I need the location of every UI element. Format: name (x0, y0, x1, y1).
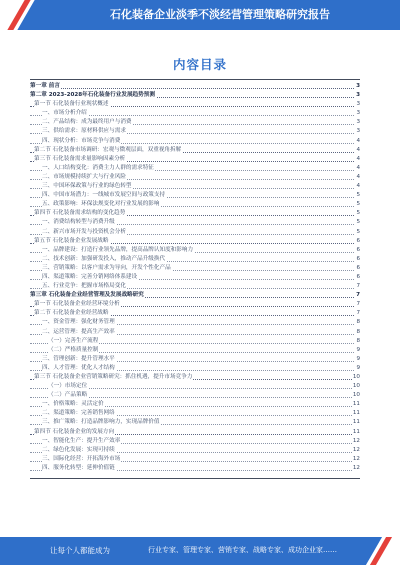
toc-entry-label: 一、价格策略：灵活定价 (42, 401, 104, 408)
report-title: 石化装备企业淡季不淡经营管理策略研究报告 (110, 8, 330, 21)
toc-entry-page: 12 (352, 464, 360, 471)
toc-entry-page: 4 (356, 183, 360, 190)
toc-entry-label: 第二节 石化装备企业经营战略 (34, 310, 109, 317)
toc-entry-label: 三、国际化经营：开拓海外市场 (42, 455, 121, 462)
toc-entry[interactable] (30, 464, 360, 473)
toc-entry-page: 5 (356, 201, 360, 208)
toc-entry-page: 9 (356, 355, 360, 362)
toc-entry-label: 一、市场分析介绍 (42, 110, 87, 117)
toc-entry[interactable] (30, 100, 360, 109)
toc-entry-label: （二）严格质量控制 (48, 346, 99, 353)
toc-entry-label: 五、行业竞争：把握市场格局变化 (42, 283, 126, 290)
toc-entry-page: 7 (356, 310, 360, 317)
toc-entry-label: 三、中国环保政策与行业的绿色转型 (42, 183, 132, 190)
toc-entry-page: 4 (356, 155, 360, 162)
toc-entry[interactable] (30, 337, 360, 346)
toc-entry[interactable] (30, 137, 360, 146)
toc-entry[interactable] (30, 200, 360, 209)
toc-entry-page: 7 (356, 292, 360, 299)
toc-entry[interactable] (30, 255, 360, 264)
toc-entry-page: 7 (356, 283, 360, 290)
toc-entry-label: 第二节 石化装备市场调研：宏观与微观层面，双重视角拆解 (34, 146, 182, 153)
toc-entry[interactable] (30, 82, 360, 91)
toc-entry-label: 一、消费结构转型与消费升级 (42, 219, 115, 226)
toc-entry[interactable] (30, 437, 360, 446)
toc-entry-page: 3 (356, 101, 360, 108)
table-of-contents (30, 82, 360, 473)
toc-entry-page: 4 (356, 137, 360, 144)
toc-entry[interactable] (30, 318, 360, 327)
toc-entry-page: 6 (356, 237, 360, 244)
toc-entry-label: 一、智能化生产：提升生产效率 (42, 437, 121, 444)
toc-entry[interactable] (30, 155, 360, 164)
toc-entry[interactable] (30, 164, 360, 173)
toc-entry-page: 3 (356, 119, 360, 126)
toc-entry[interactable] (30, 346, 360, 355)
toc-entry-page: 3 (356, 92, 360, 99)
toc-entry[interactable] (30, 400, 360, 409)
toc-entry[interactable] (30, 218, 360, 227)
toc-entry-page: 8 (356, 337, 360, 344)
toc-entry-label: 一、品牌建设：打造行业领先品牌，提高品牌认知度和影响力 (42, 246, 194, 253)
toc-entry-page: 4 (356, 173, 360, 180)
toc-entry-label: 第四节 石化装备需求结构的变化趋势 (34, 210, 126, 217)
footer-band (0, 537, 400, 565)
toc-entry-label: （一）完善生产流程 (48, 337, 99, 344)
footer-slogan: 让每个人都能成为 (50, 546, 110, 555)
toc-entry[interactable] (30, 173, 360, 182)
toc-entry-label: 四、服务化转型：延伸价值链 (42, 464, 115, 471)
toc-entry-page: 11 (352, 401, 360, 408)
header-band (0, 0, 400, 30)
toc-entry[interactable] (30, 237, 360, 246)
toc-entry[interactable] (30, 209, 360, 218)
toc-entry[interactable] (30, 273, 360, 282)
toc-entry-label: 第三节 石化装备需求量影响因素分析 (34, 155, 126, 162)
toc-entry-page: 3 (356, 110, 360, 117)
toc-entry[interactable] (30, 391, 360, 400)
toc-entry-label: 二、渠道策略：完善销售网络 (42, 410, 115, 417)
toc-entry[interactable] (30, 428, 360, 437)
toc-entry-label: 二、新兴市场开发与投资机会分析 (42, 228, 126, 235)
toc-entry-label: 第一节 石化装备行业现状概述 (34, 101, 109, 108)
toc-entry[interactable] (30, 355, 360, 364)
toc-entry-label: 二、运营管理：提高生产效率 (42, 328, 115, 335)
toc-entry-label: 三、推广策略：打造品牌影响力，实现品牌价值 (42, 419, 160, 426)
toc-entry-label: 第四节 石化装备企业的发展方向 (34, 428, 115, 435)
toc-entry-page: 6 (356, 255, 360, 262)
toc-entry-page: 5 (356, 192, 360, 199)
toc-entry-label: 一、资金管理：强化财务管理 (42, 319, 115, 326)
toc-entry-page: 11 (352, 428, 360, 435)
toc-entry-page: 12 (352, 455, 360, 462)
toc-entry-label: 二、市场规模持续扩大与行业风险 (42, 173, 126, 180)
toc-entry-label: 第三节 石化装备企业营销策略研究：抓住机遇，提升市场竞争力 (34, 374, 193, 380)
toc-entry-label: （一）市场定位 (48, 383, 88, 390)
toc-entry-label: （二）产品策略 (48, 392, 88, 399)
toc-entry-page: 3 (356, 83, 360, 89)
toc-entry[interactable] (30, 446, 360, 455)
toc-entry[interactable] (30, 118, 360, 127)
toc-entry[interactable] (30, 246, 360, 255)
toc-entry-page: 6 (356, 264, 360, 271)
toc-entry-page: 9 (356, 346, 360, 353)
toc-entry[interactable] (30, 418, 360, 427)
toc-entry[interactable] (30, 328, 360, 337)
toc-heading: 内容目录 (172, 57, 227, 72)
toc-entry[interactable] (30, 91, 360, 100)
toc-entry-page: 5 (356, 219, 360, 226)
toc-entry-page: 4 (356, 146, 360, 153)
toc-entry-page: 6 (356, 246, 360, 253)
toc-entry-page: 7 (356, 301, 360, 308)
toc-entry-page: 9 (356, 364, 360, 371)
toc-entry[interactable] (30, 109, 360, 118)
toc-entry-label: 二、绿色化发展：实现可持续 (42, 446, 115, 453)
toc-entry-label: 第五节 石化装备企业发展战略 (34, 237, 109, 244)
toc-entry[interactable] (30, 228, 360, 237)
toc-entry[interactable] (30, 455, 360, 464)
toc-entry[interactable] (30, 382, 360, 391)
toc-entry-label: 第一节 石化装备企业经营环境分析 (34, 301, 120, 308)
toc-entry[interactable] (30, 300, 360, 309)
toc-entry-page: 8 (356, 319, 360, 326)
toc-entry-page: 8 (356, 328, 360, 335)
toc-entry-label: 四、中国市场潜力：一线城市发展空间与政策支持 (42, 192, 166, 199)
toc-entry-label: 四、现状分析：市场竞争与消费 (42, 137, 121, 144)
toc-entry[interactable] (30, 291, 360, 300)
toc-entry-label: 第二章 2023-2028年石化装备行业发展趋势预测 (30, 92, 155, 99)
toc-entry-label: 第一章 前言 (30, 83, 60, 89)
toc-entry-label: 三、营销策略：以客户需求为导向，开发个性化产品 (42, 264, 171, 271)
toc-entry[interactable] (30, 373, 360, 382)
toc-entry-page: 10 (352, 392, 360, 399)
toc-entry-page: 10 (352, 383, 360, 390)
toc-leader-dots (30, 88, 354, 89)
toc-entry-label: 三、管理创新：提升管理水平 (42, 355, 115, 362)
toc-entry-label: 三、供给需求：原材料供应与需求 (42, 128, 126, 135)
toc-entry-page: 11 (352, 419, 360, 426)
toc-entry-label: 第三章 石化装备企业经营管理及发展战略研究 (30, 292, 144, 299)
toc-entry[interactable] (30, 146, 360, 155)
toc-entry-page: 4 (356, 164, 360, 171)
toc-entry[interactable] (30, 309, 360, 318)
toc-entry-page: 11 (352, 410, 360, 417)
toc-entry-page: 10 (352, 374, 360, 380)
toc-entry-page: 5 (356, 228, 360, 235)
toc-entry-label: 四、人才管理：优化人才结构 (42, 364, 115, 371)
toc-entry[interactable] (30, 182, 360, 191)
footer-tags: 行业专家、管理专家、营销专家、战略专家、成功企业家…… (148, 546, 337, 554)
toc-entry[interactable] (30, 264, 360, 273)
toc-entry[interactable] (30, 282, 360, 291)
toc-entry-label: 四、渠道策略：完善分销网络体系建设 (42, 273, 138, 280)
toc-entry-label: 二、产品结构：成为最终用户与消费 (42, 119, 132, 126)
toc-entry[interactable] (30, 127, 360, 136)
toc-entry-page: 12 (352, 446, 360, 453)
toc-bottom-rule (30, 478, 360, 479)
toc-entry-page: 5 (356, 210, 360, 217)
toc-entry[interactable] (30, 191, 360, 200)
toc-entry[interactable] (30, 364, 360, 373)
toc-entry-label: 一、人口结构变化：消费主力人群的需求特征 (42, 164, 154, 171)
toc-entry-page: 12 (352, 437, 360, 444)
toc-entry-label: 五、政策影响：环保法规变化对行业发展的影响 (42, 201, 160, 208)
toc-entry[interactable] (30, 409, 360, 418)
toc-entry-label: 二、技术创新：加强研发投入，推动产品升级换代 (42, 255, 166, 262)
toc-entry-page: 6 (356, 273, 360, 280)
toc-entry-page: 3 (356, 128, 360, 135)
toc-top-rule (30, 79, 360, 80)
